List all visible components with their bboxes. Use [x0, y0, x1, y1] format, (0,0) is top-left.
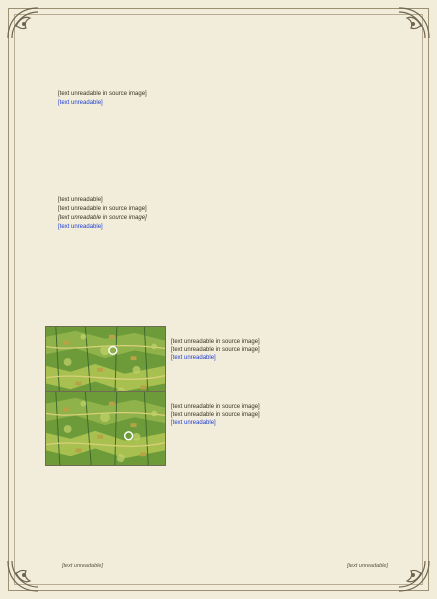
- map-2-detail: [text unreadable in source image]: [171, 412, 260, 419]
- footer-right: [text unreadable]: [347, 563, 388, 569]
- map-1-description: [171, 338, 391, 362]
- paragraph-2-heading: [text unreadable]: [58, 197, 103, 203]
- paragraph-1-text: [text unreadable in source image]: [58, 91, 147, 97]
- paragraph-2-text: [text unreadable in source image]: [58, 206, 147, 213]
- map-thumbnail-1: [45, 326, 166, 401]
- corner-ornament-icon: [6, 6, 40, 40]
- map-2-description: [171, 403, 391, 427]
- map-thumbnail-2: [45, 391, 166, 466]
- map-1-detail: [text unreadable in source image]: [171, 347, 260, 354]
- map-2-source-link[interactable]: [text unreadable]: [171, 420, 216, 427]
- map-2-caption: [text unreadable in source image]: [171, 404, 260, 410]
- corner-ornament-icon: [397, 6, 431, 40]
- paragraph-2-source-link[interactable]: [text unreadable]: [58, 224, 103, 231]
- corner-ornament-icon: [397, 559, 431, 593]
- footer-left: [text unreadable]: [62, 563, 103, 569]
- corner-ornament-icon: [6, 559, 40, 593]
- paragraph-2-quote: [text unreadable in source image]: [58, 215, 147, 222]
- map-1-caption: [text unreadable in source image]: [171, 339, 260, 345]
- paragraph-2: [58, 196, 376, 232]
- paragraph-1: [58, 90, 376, 108]
- map-1-source-link[interactable]: [text unreadable]: [171, 355, 216, 362]
- paragraph-1-source-link[interactable]: [text unreadable]: [58, 100, 103, 107]
